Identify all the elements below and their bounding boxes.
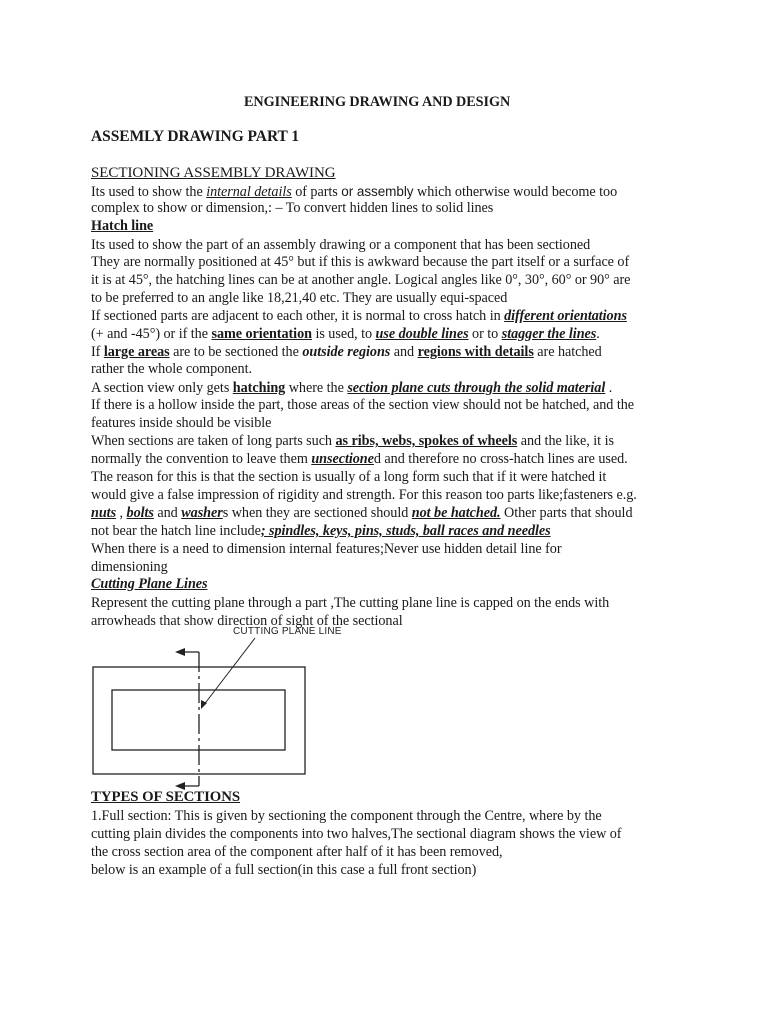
text-run: is used, to [311, 326, 376, 342]
paragraph-line: rather the whole component. [91, 361, 252, 377]
text-run: When sections are taken of long parts such [91, 433, 336, 449]
emphasis-section-plane: section plane cuts through the solid material [347, 380, 606, 396]
text-run: , [116, 505, 127, 521]
paragraph-line: When there is a need to dimension internal features;Never use hidden detail line for [91, 541, 562, 557]
leader-line [203, 638, 255, 706]
text-run: d and therefore no cross-hatch lines are used. [373, 451, 628, 467]
paragraph-line: features inside should be visible [91, 415, 272, 431]
emphasis-stagger-lines: stagger the lines [501, 326, 597, 342]
text-run: and [390, 344, 418, 360]
paragraph-line: Represent the cutting plane through a part ,The cutting plane line is capped on the ends with [91, 595, 610, 611]
text-run: or to [468, 326, 502, 342]
section-heading-types-of-sections: TYPES OF SECTIONS [91, 789, 241, 805]
paragraph-line: arrowheads that show direction of sight of the sectional [91, 613, 403, 629]
document-title: ENGINEERING DRAWING AND DESIGN [244, 94, 511, 110]
text-run: If [91, 344, 104, 360]
emphasis-double-lines: use double lines [375, 326, 469, 342]
text-run: and the like, it is [517, 433, 614, 449]
paragraph-line: complex to show or dimension,: – To convert hidden lines to solid lines [91, 200, 494, 216]
section-heading-sectioning: SECTIONING ASSEMBLY DRAWING [91, 165, 336, 181]
text-run: Other parts that should [500, 505, 633, 521]
paragraph-line: dimensioning [91, 559, 168, 575]
emphasis-bolts: bolts [126, 505, 154, 521]
paragraph-line: They are normally positioned at 45° but if this is awkward because the part itself or a surface of [91, 254, 630, 270]
section-heading-hatch-line: Hatch line [91, 218, 154, 234]
text-run: If sectioned parts are adjacent to each other, it is normal to cross hatch in [91, 308, 505, 324]
text-run: (+ and -45°) or if the [91, 326, 212, 342]
document-subtitle: ASSEMLY DRAWING PART 1 [91, 128, 300, 145]
paragraph-line: 1.Full section: This is given by sectioning the component through the Centre, where by the [91, 808, 602, 824]
emphasis-spindles-list: ; spindles, keys, pins, studs, ball races and needles [260, 523, 551, 539]
text-run: . [605, 380, 613, 396]
text-run: which otherwise would become too [413, 184, 618, 200]
paragraph-line: If there is a hollow inside the part, those areas of the section view should not be hatched, and the [91, 397, 635, 413]
emphasis-unsectioned: unsectione [311, 451, 374, 467]
emphasis-regions-with-details: regions with details [417, 344, 534, 360]
text-run: where the [285, 380, 348, 396]
emphasis-not-hatched: not be hatched. [411, 505, 501, 521]
text-run: Its used to show the [91, 184, 207, 200]
text-run: normally the convention to leave them [91, 451, 312, 467]
text-run: of parts [291, 184, 342, 200]
text-run: and [153, 505, 182, 521]
emphasis-internal-details: internal details [206, 184, 292, 200]
text-run: . [596, 326, 600, 342]
paragraph-line: Its used to show the part of an assembly drawing or a component that has been sectioned [91, 237, 591, 253]
emphasis-same-orientation: same orientation [211, 326, 312, 342]
text-run: s when they are sectioned should [222, 505, 412, 521]
text-run: A section view only gets [91, 380, 233, 396]
emphasis-hatching: hatching [232, 380, 286, 396]
paragraph-line: the cross section area of the component after half of it has been removed, [91, 844, 503, 860]
paragraph-line: would give a false impression of rigidity and strength. For this reason too parts like;fasteners e.g. [91, 487, 637, 503]
text-run: are to be sectioned the [169, 344, 303, 360]
arrow-top-head [175, 648, 185, 656]
text-run: or assembly [341, 184, 414, 199]
emphasis-ribs-webs: as ribs, webs, spokes of wheels [335, 433, 518, 449]
emphasis-washers: washer [181, 505, 223, 521]
emphasis-large-areas: large areas [103, 344, 170, 360]
emphasis-outside-regions: outside regions [302, 344, 391, 360]
text-run: are hatched [533, 344, 602, 360]
section-heading-cutting-plane: Cutting Plane Lines [91, 576, 208, 592]
text-run: not bear the hatch line include [91, 523, 261, 539]
paragraph-line: below is an example of a full section(in this case a full front section) [91, 862, 477, 878]
paragraph-line: it is at 45°, the hatching lines can be at another angle. Logical angles like 0°, 30°, 60° or 90° are [91, 272, 631, 288]
emphasis-different-orientations: different orientations [504, 308, 627, 324]
paragraph-line: cutting plain divides the components into two halves,The sectional diagram shows the view of [91, 826, 622, 842]
paragraph-line: The reason for this is that the section is usually of a long form such that if it were hatched it [91, 469, 607, 485]
paragraph-line: to be preferred to an angle like 18,21,40 etc. They are usually equi-spaced [91, 290, 508, 306]
diagram-label-cutting-plane-line: CUTTING PLANE LINE [233, 626, 342, 637]
emphasis-nuts: nuts [91, 505, 117, 521]
